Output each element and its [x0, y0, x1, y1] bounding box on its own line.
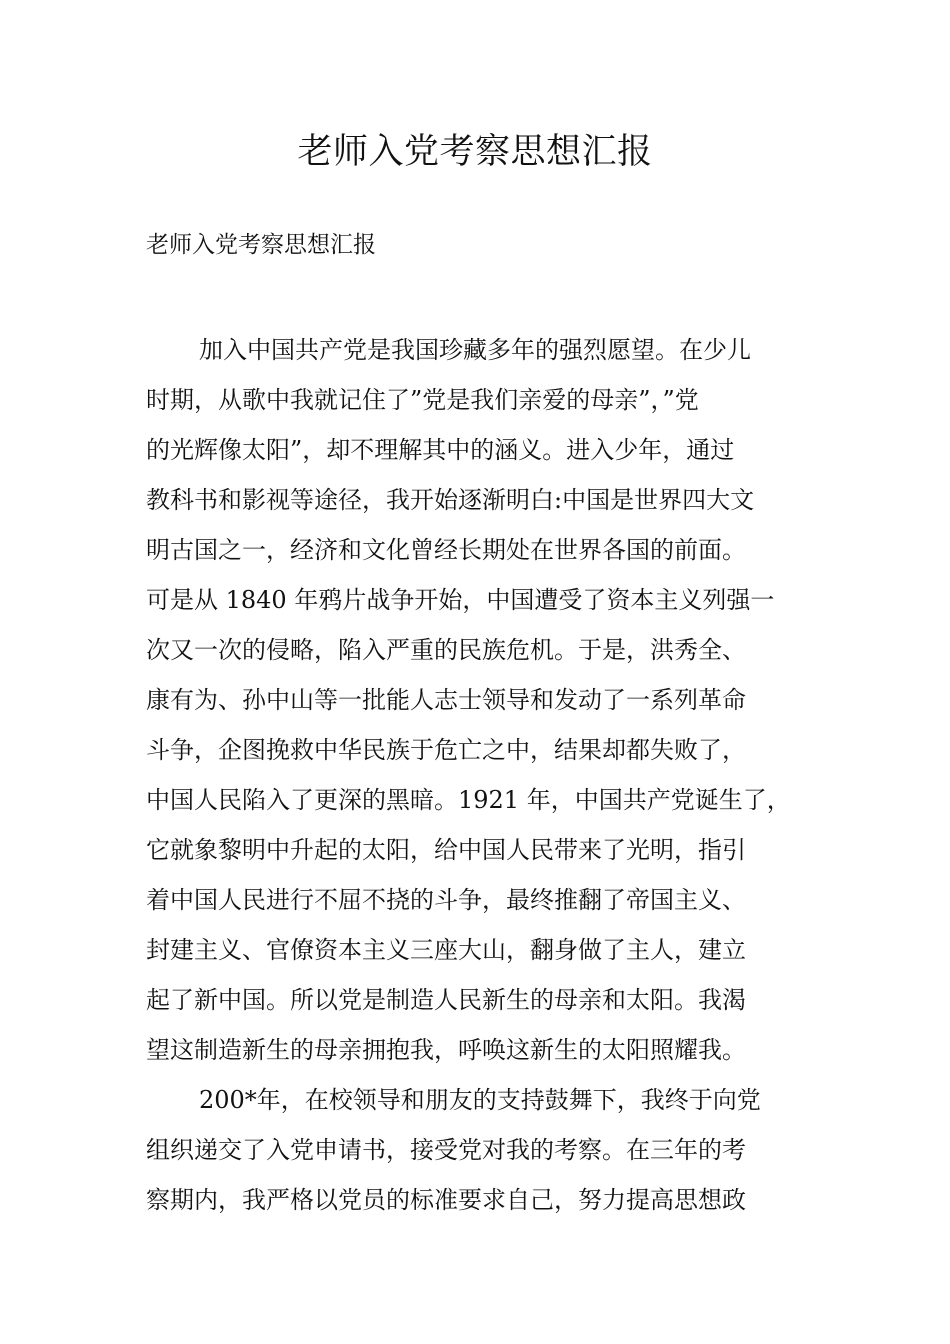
paragraph-line: 斗争，企图挽救中华民族于危亡之中，结果却都失败了， [146, 736, 746, 764]
paragraph-line: 明古国之一，经济和文化曾经长期处在世界各国的前面。 [146, 536, 746, 564]
paragraph-line: 教科书和影视等途径，我开始逐渐明白:中国是世界四大文 [146, 486, 755, 514]
paragraph-line: 望这制造新生的母亲拥抱我，呼唤这新生的太阳照耀我。 [146, 1036, 746, 1064]
paragraph-2 [146, 1080, 826, 1230]
paragraph-line: 次又一次的侵略，陷入严重的民族危机。于是，洪秀全、 [146, 636, 746, 664]
document-body [146, 330, 826, 1230]
paragraph-line: 封建主义、官僚资本主义三座大山，翻身做了主人，建立 [146, 936, 746, 964]
paragraph-line: 起了新中国。所以党是制造人民新生的母亲和太阳。我渴 [146, 986, 746, 1014]
paragraph-line: 中国人民陷入了更深的黑暗。1921 年，中国共产党诞生了， [146, 786, 791, 814]
paragraph-line: 它就象黎明中升起的太阳，给中国人民带来了光明，指引 [146, 836, 746, 864]
paragraph-line: 着中国人民进行不屈不挠的斗争，最终推翻了帝国主义、 [146, 886, 746, 914]
paragraph-line: 组织递交了入党申请书，接受党对我的考察。在三年的考 [146, 1136, 746, 1164]
paragraph-1 [146, 330, 826, 1080]
paragraph-line: 康有为、孙中山等一批能人志士领导和发动了一系列革命 [146, 686, 746, 714]
document-title: 老师入党考察思想汇报 [297, 132, 653, 172]
paragraph-line: 可是从 1840 年鸦片战争开始，中国遭受了资本主义列强一 [146, 586, 775, 614]
paragraph-line: 时期，从歌中我就记住了”党是我们亲爱的母亲”，”党 [146, 386, 699, 414]
paragraph-line: 加入中国共产党是我国珍藏多年的强烈愿望。在少儿 [199, 336, 751, 364]
document-subtitle: 老师入党考察思想汇报 [146, 232, 376, 258]
paragraph-line: 200*年，在校领导和朋友的支持鼓舞下，我终于向党 [199, 1086, 761, 1114]
paragraph-line: 的光辉像太阳”，却不理解其中的涵义。进入少年，通过 [146, 436, 735, 464]
paragraph-line: 察期内，我严格以党员的标准要求自己，努力提高思想政 [146, 1186, 746, 1214]
